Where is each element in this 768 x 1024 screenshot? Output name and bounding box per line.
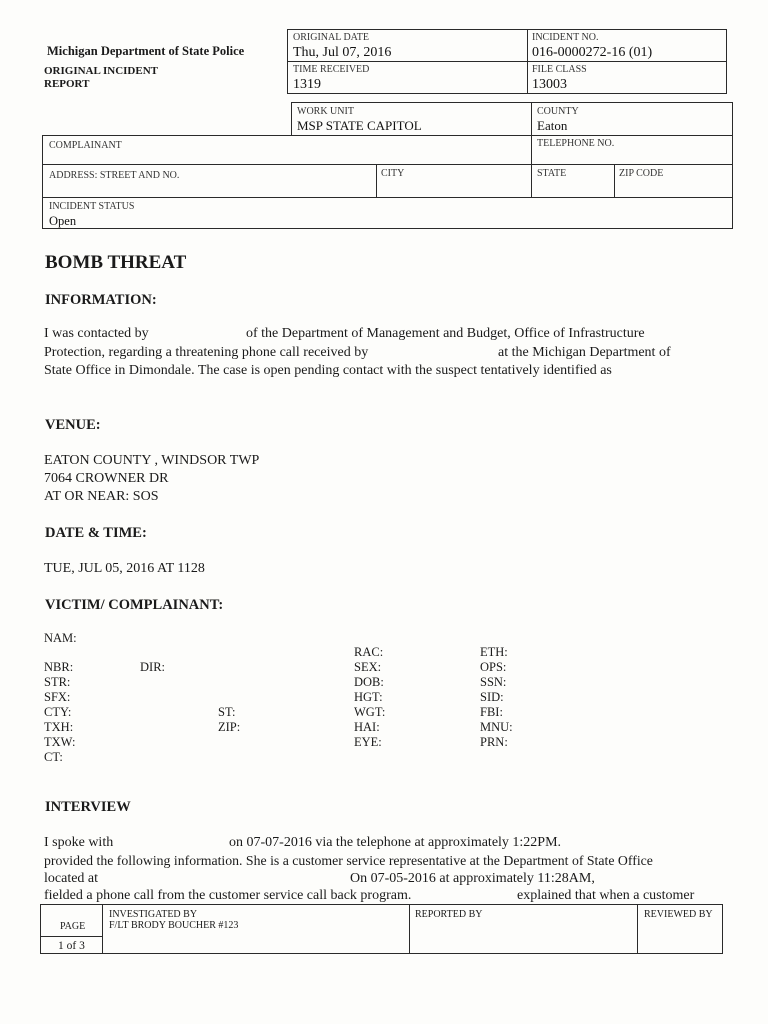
victim-wgt: WGT: [354,705,386,719]
complainant-box [42,135,733,198]
victim-heading: VICTIM/ COMPLAINANT: [45,597,224,613]
victim-nam: NAM: [44,631,77,645]
victim-st: ST: [218,705,236,719]
reported-by-label: REPORTED BY [415,909,483,920]
complainant-label: COMPLAINANT [49,140,122,151]
original-date-label: ORIGINAL DATE [293,32,370,43]
county-label: COUNTY [537,106,579,117]
county-value: Eaton [537,118,568,133]
interview-line4a: fielded a phone call from the customer service call back program. [44,888,412,903]
investigated-by-value: F/LT BRODY BOUCHER #123 [109,920,239,931]
victim-hgt: HGT: [354,690,383,704]
victim-sfx: SFX: [44,690,71,704]
report-type-line1: ORIGINAL INCIDENT [44,65,158,77]
victim-ct: CT: [44,750,63,764]
telephone-label: TELEPHONE NO. [537,138,615,149]
victim-cty: CTY: [44,705,72,719]
interview-heading: INTERVIEW [45,799,131,815]
victim-dir: DIR: [140,660,165,674]
victim-ops: OPS: [480,660,507,674]
victim-hai: HAI: [354,720,380,734]
venue-line3: AT OR NEAR: SOS [44,489,159,504]
victim-str: STR: [44,675,71,689]
victim-mnu: MNU: [480,720,513,734]
interview-line1b: on 07-07-2016 via the telephone at approximately 1:22PM. [229,835,562,850]
venue-line1: EATON COUNTY , WINDSOR TWP [44,453,260,468]
report-title: BOMB THREAT [45,252,187,273]
venue-line2: 7064 CROWNER DR [44,471,169,486]
interview-line3b: On 07-05-2016 at approximately 11:28AM, [350,871,595,886]
interview-line3a: located at [44,871,99,886]
page-value: 1 of 3 [58,940,85,952]
victim-fbi: FBI: [480,705,503,719]
victim-eth: ETH: [480,645,508,659]
victim-ssn: SSN: [480,675,507,689]
zip-code-label: ZIP CODE [619,168,664,179]
file-class-label: FILE CLASS [532,64,587,75]
victim-sid: SID: [480,690,504,704]
info-line2a: Protection, regarding a threatening phone call received by [44,345,369,360]
datetime-value: TUE, JUL 05, 2016 AT 1128 [44,561,205,576]
victim-rac: RAC: [354,645,384,659]
time-received-value: 1319 [293,77,321,92]
venue-heading: VENUE: [45,417,101,433]
victim-prn: PRN: [480,735,508,749]
interview-line4b: explained that when a customer [517,888,695,903]
page-label: PAGE [60,921,86,932]
time-received-label: TIME RECEIVED [293,64,370,75]
status-label: INCIDENT STATUS [49,201,135,212]
victim-sex: SEX: [354,660,382,674]
interview-line2: provided the following information. She is a customer service representative at the Department of State Office [44,853,653,868]
status-value: Open [49,214,77,228]
datetime-heading: DATE & TIME: [45,525,147,541]
victim-zip: ZIP: [218,720,241,734]
report-type-line2: REPORT [44,78,90,90]
information-heading: INFORMATION: [45,292,157,308]
incident-no-value: 016-0000272-16 (01) [532,45,653,60]
info-line3: State Office in Dimondale. The case is open pending contact with the suspect tentatively identified as [44,363,612,378]
work-unit-label: WORK UNIT [297,106,354,117]
info-line1b: of the Department of Management and Budget, Office of Infrastructure [246,326,645,341]
state-label: STATE [537,168,567,179]
investigated-by-label: INVESTIGATED BY [109,909,198,920]
info-line2b: at the Michigan Department of [498,345,671,360]
interview-line1a: I spoke with [44,835,114,850]
victim-eye: EYE: [354,735,382,749]
city-label: CITY [381,168,405,179]
incident-no-label: INCIDENT NO. [532,32,599,43]
victim-txh: TXH: [44,720,74,734]
file-class-value: 13003 [532,77,567,92]
victim-nbr: NBR: [44,660,74,674]
victim-txw: TXW: [44,735,76,749]
work-unit-value: MSP STATE CAPITOL [297,118,422,133]
status-box [42,197,733,229]
info-line1a: I was contacted by [44,326,149,341]
agency-name: Michigan Department of State Police [47,44,245,58]
reviewed-by-label: REVIEWED BY [644,909,713,920]
report-type [44,65,158,91]
victim-dob: DOB: [354,675,384,689]
address-label: ADDRESS: STREET AND NO. [49,170,180,181]
original-date-value: Thu, Jul 07, 2016 [293,45,392,60]
